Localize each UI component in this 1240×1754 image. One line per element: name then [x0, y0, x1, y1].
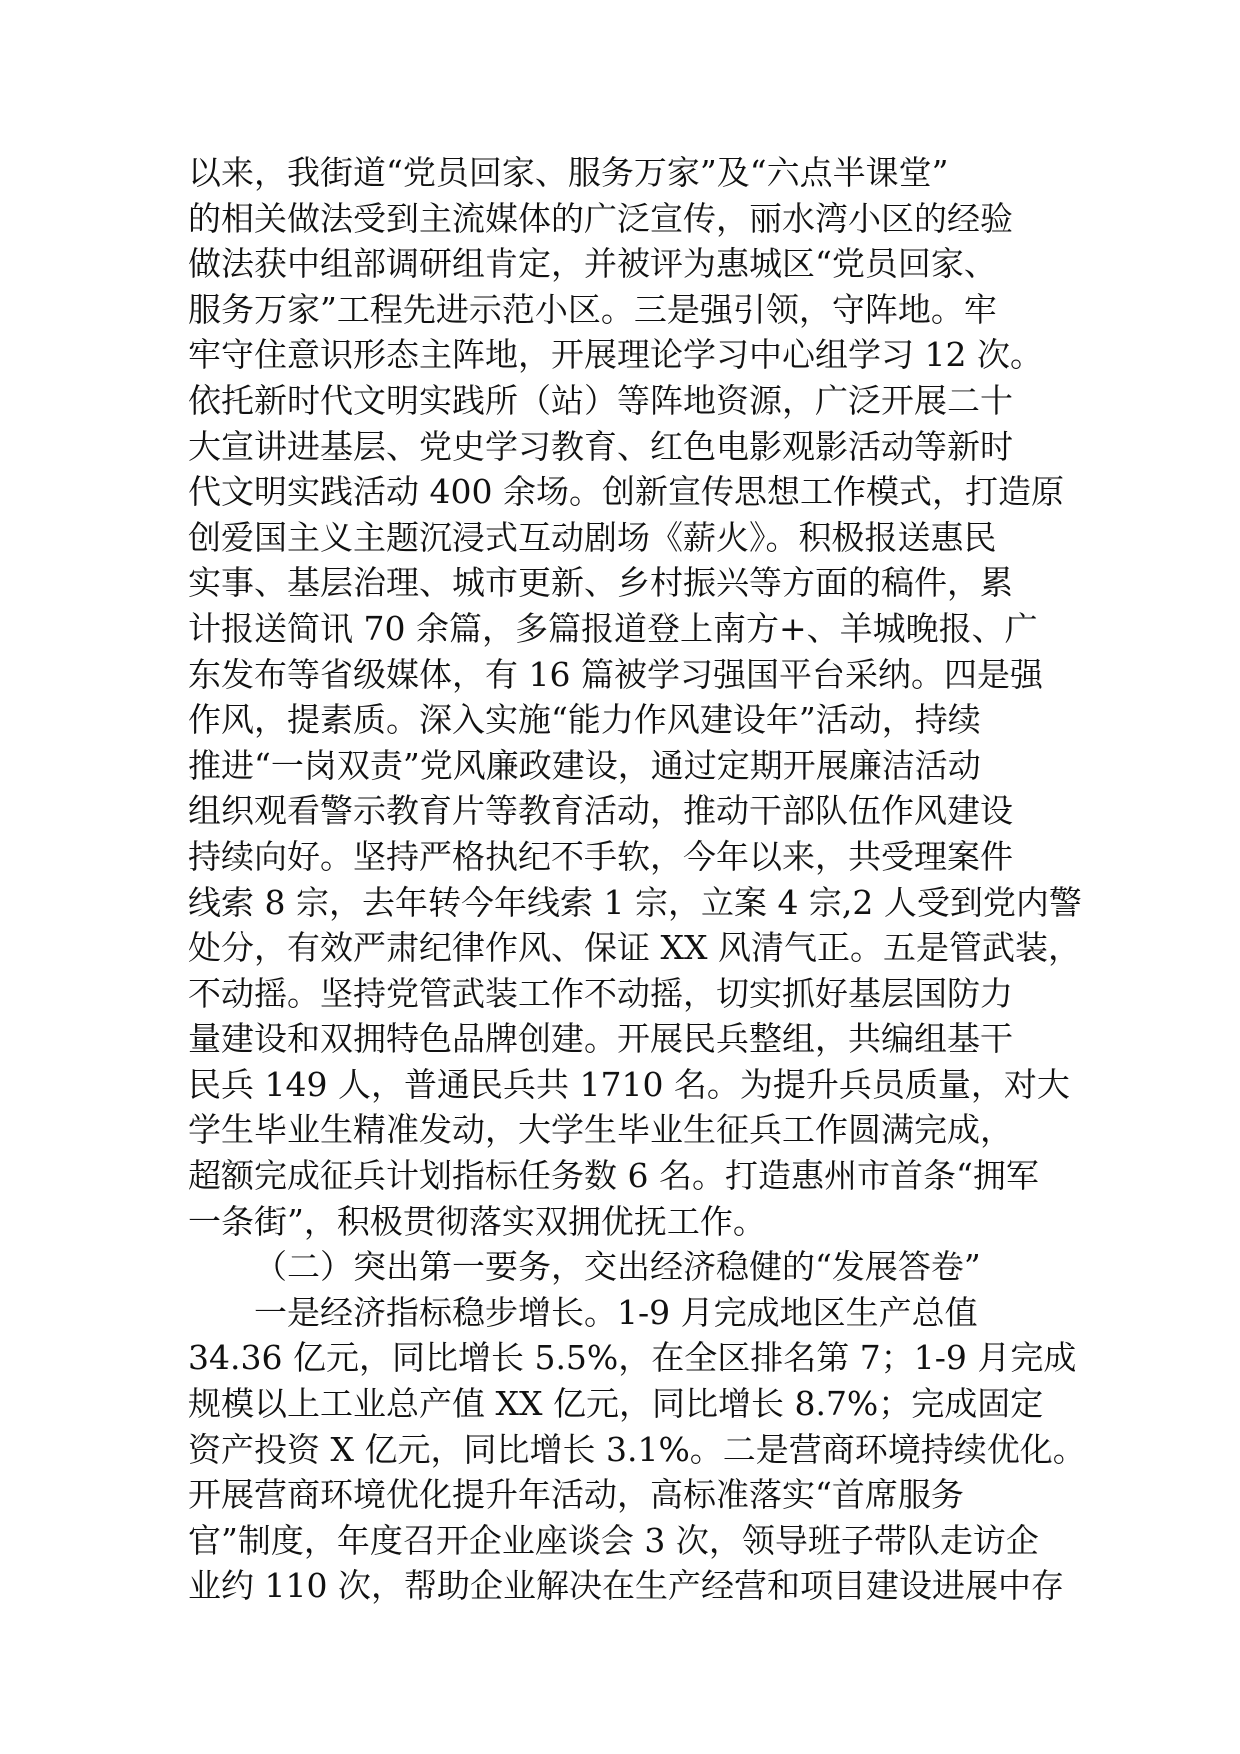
body-line: 学生毕业生精准发动，大学生毕业生征兵工作圆满完成，	[188, 1110, 1013, 1150]
body-line: 推进“一岗双责”党风廉政建设，通过定期开展廉洁活动	[188, 745, 981, 785]
body-line: 开展营商环境优化提升年活动，高标准落实“首席服务	[188, 1475, 964, 1515]
body-line: 量建设和双拥特色品牌创建。开展民兵整组，共编组基干	[188, 1019, 1013, 1059]
body-line: 民兵 149 人，普通民兵共 1710 名。为提升兵员质量，对大	[188, 1064, 1070, 1104]
body-line: 线索 8 宗，去年转今年线索 1 宗，立案 4 宗,2 人受到党内警	[188, 882, 1082, 922]
body-line: 计报送简讯 70 余篇，多篇报道登上南方+、羊城晚报、广	[188, 608, 1038, 648]
body-line: 做法获中组部调研组肯定，并被评为惠城区“党员回家、	[188, 244, 997, 284]
body-line: 34.36 亿元，同比增长 5.5%，在全区排名第 7；1-9 月完成	[188, 1338, 1077, 1378]
body-line: 牢守住意识形态主阵地，开展理论学习中心组学习 12 次。	[188, 335, 1043, 375]
body-line: 代文明实践活动 400 余场。创新宣传思想工作模式，打造原	[188, 472, 1064, 512]
body-line: 创爱国主义主题沉浸式互动剧场《薪火》。积极报送惠民	[188, 517, 997, 557]
section-heading: （二）突出第一要务，交出经济稳健的“发展答卷”	[254, 1247, 981, 1287]
body-line: 组织观看警示教育片等教育活动，推动干部队伍作风建设	[188, 791, 1013, 831]
body-line: 规模以上工业总产值 XX 亿元，同比增长 8.7%；完成固定	[188, 1384, 1044, 1424]
body-line: 业约 110 次，帮助企业解决在生产经营和项目建设进展中存	[188, 1566, 1064, 1606]
body-line: 处分，有效严肃纪律作风、保证 XX 风清气正。五是管武装，	[188, 928, 1081, 968]
body-line: 官”制度，年度召开企业座谈会 3 次，领导班子带队走访企	[188, 1520, 1039, 1560]
body-line: 的相关做法受到主流媒体的广泛宣传，丽水湾小区的经验	[188, 198, 1013, 238]
body-line: 一是经济指标稳步增长。1-9 月完成地区生产总值	[254, 1292, 978, 1332]
body-line: 超额完成征兵计划指标任务数 6 名。打造惠州市首条“拥军	[188, 1156, 1039, 1196]
document-body	[188, 150, 1088, 1609]
body-line: 大宣讲进基层、党史学习教育、红色电影观影活动等新时	[188, 426, 1013, 466]
body-line: 以来，我街道“党员回家、服务万家”及“六点半课堂”	[188, 153, 949, 192]
body-line: 实事、基层治理、城市更新、乡村振兴等方面的稿件，累	[188, 563, 1013, 603]
body-line: 持续向好。坚持严格执纪不手软，今年以来，共受理案件	[188, 836, 1013, 876]
body-line: 作风，提素质。深入实施“能力作风建设年”活动，持续	[188, 700, 981, 740]
body-line: 不动摇。坚持党管武装工作不动摇，切实抓好基层国防力	[188, 973, 1013, 1013]
body-line: 一条街”，积极贯彻落实双拥优抚工作。	[188, 1201, 766, 1241]
body-line: 资产投资 X 亿元，同比增长 3.1%。二是营商环境持续优化。	[188, 1429, 1086, 1469]
body-line: 服务万家”工程先进示范小区。三是强引领，守阵地。牢	[188, 289, 997, 329]
body-line: 依托新时代文明实践所（站）等阵地资源，广泛开展二十	[188, 380, 1013, 420]
body-line: 东发布等省级媒体，有 16 篇被学习强国平台采纳。四是强	[188, 654, 1043, 694]
